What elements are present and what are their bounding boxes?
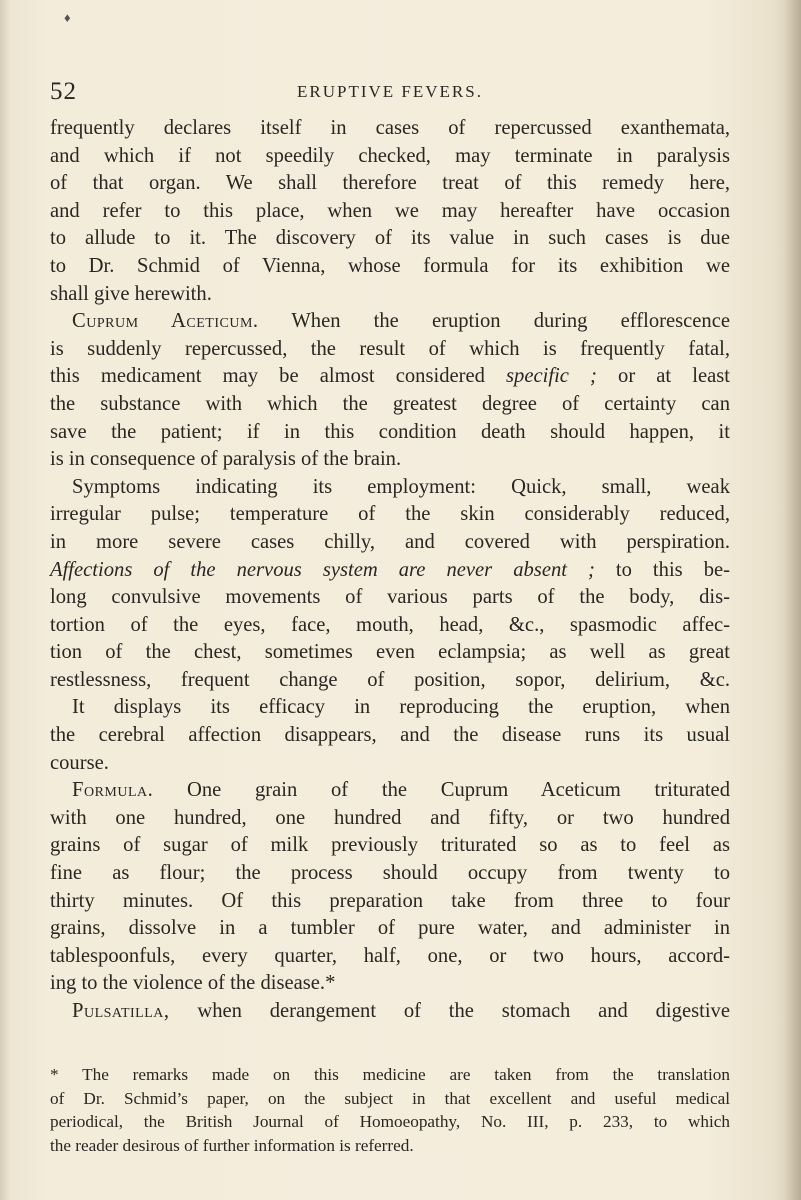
text-line: to Dr. Schmid of Vienna, whose formula for its exhibition we bbox=[50, 254, 730, 277]
footnote-block bbox=[50, 1063, 730, 1157]
line-text: when derangement of the stomach and digestive bbox=[169, 1000, 730, 1022]
footnote-line: the reader desirous of further information is referred. bbox=[50, 1135, 414, 1155]
footnote-line: periodical, the British Journal of Homoeopathy, No. III, p. 233, to which bbox=[50, 1112, 730, 1131]
section-heading: Cuprum Aceticum. bbox=[72, 310, 259, 333]
text-line: restlessness, frequent change of position, sopor, delirium, &c. bbox=[50, 668, 730, 691]
text-line: grains of sugar of milk previously triturated so as to feel as bbox=[50, 834, 730, 857]
text-line: It displays its efficacy in reproducing the eruption, when bbox=[72, 696, 730, 719]
body-text bbox=[50, 115, 730, 1026]
text-line: tion of the chest, sometimes even eclampsia; as well as great bbox=[50, 641, 730, 664]
italic-emphasis: specific ; bbox=[506, 365, 597, 388]
text-line: to allude to it. The discovery of its value in such cases is due bbox=[50, 227, 730, 250]
text-line: fine as flour; the process should occupy from twenty to bbox=[50, 862, 730, 885]
text-line: ing to the violence of the disease.* bbox=[50, 972, 336, 995]
text-line: frequently declares itself in cases of repercussed exanthemata, bbox=[50, 117, 730, 139]
section-heading: Pulsatilla, bbox=[72, 1000, 170, 1022]
section-heading: Formula. bbox=[72, 779, 154, 802]
footnote-line: of Dr. Schmid’s paper, on the subject in that excellent and useful medical bbox=[50, 1088, 730, 1108]
line-text: this medicament may be almost considered bbox=[50, 365, 507, 388]
text-line: long convulsive movements of various parts of the body, dis- bbox=[50, 586, 730, 609]
text-line: grains, dissolve in a tumbler of pure water, and administer in bbox=[50, 917, 730, 940]
text-line: the substance with which the greatest degree of certainty can bbox=[50, 392, 730, 415]
text-line: with one hundred, one hundred and fifty, or two hundred bbox=[50, 806, 730, 829]
page-header bbox=[50, 78, 730, 108]
text-line: course. bbox=[50, 751, 109, 774]
text-line: tortion of the eyes, face, mouth, head, &c., spasmodic affec- bbox=[50, 613, 730, 636]
text-line: thirty minutes. Of this preparation take from three to four bbox=[50, 889, 730, 912]
page-number: 52 bbox=[50, 78, 77, 105]
line-text: One grain of the Cuprum Aceticum triturated bbox=[153, 779, 730, 802]
text-line: and refer to this place, when we may hereafter have occasion bbox=[50, 199, 730, 222]
text-line: is in consequence of paralysis of the brain. bbox=[50, 448, 402, 471]
text-line: is suddenly repercussed, the result of which is frequently fatal, bbox=[50, 337, 730, 360]
line-text: or at least bbox=[596, 365, 731, 388]
text-line: Symptoms indicating its employment: Quick, small, weak bbox=[72, 475, 730, 498]
text-line bbox=[50, 308, 730, 336]
text-line bbox=[50, 998, 730, 1026]
text-line bbox=[50, 363, 730, 391]
text-line: irregular pulse; temperature of the skin considerably reduced, bbox=[50, 503, 730, 526]
text-line: the cerebral affection disappears, and the disease runs its usual bbox=[50, 724, 730, 747]
line-text: to this be- bbox=[594, 558, 730, 581]
line-text: When the eruption during efflorescence bbox=[258, 310, 730, 333]
page-edge-shadow bbox=[783, 0, 801, 1200]
italic-emphasis: Affections of the nervous system are never absent ; bbox=[50, 558, 595, 581]
footnote-line: * The remarks made on this medicine are taken from the translation bbox=[50, 1065, 730, 1084]
text-line bbox=[50, 777, 730, 805]
text-line: shall give herewith. bbox=[50, 282, 212, 305]
text-line: in more severe cases chilly, and covered with perspiration. bbox=[50, 530, 730, 553]
text-line: and which if not speedily checked, may terminate in paralysis bbox=[50, 144, 730, 167]
text-line: of that organ. We shall therefore treat of this remedy here, bbox=[50, 172, 730, 195]
ornament-mark: ♦ bbox=[64, 10, 71, 25]
text-line bbox=[50, 557, 730, 585]
text-line: save the patient; if in this condition death should happen, it bbox=[50, 420, 730, 443]
text-line: tablespoonfuls, every quarter, half, one, or two hours, accord- bbox=[50, 944, 730, 967]
page-gutter-shadow bbox=[0, 0, 10, 1200]
running-head: ERUPTIVE FEVERS. bbox=[297, 82, 483, 101]
